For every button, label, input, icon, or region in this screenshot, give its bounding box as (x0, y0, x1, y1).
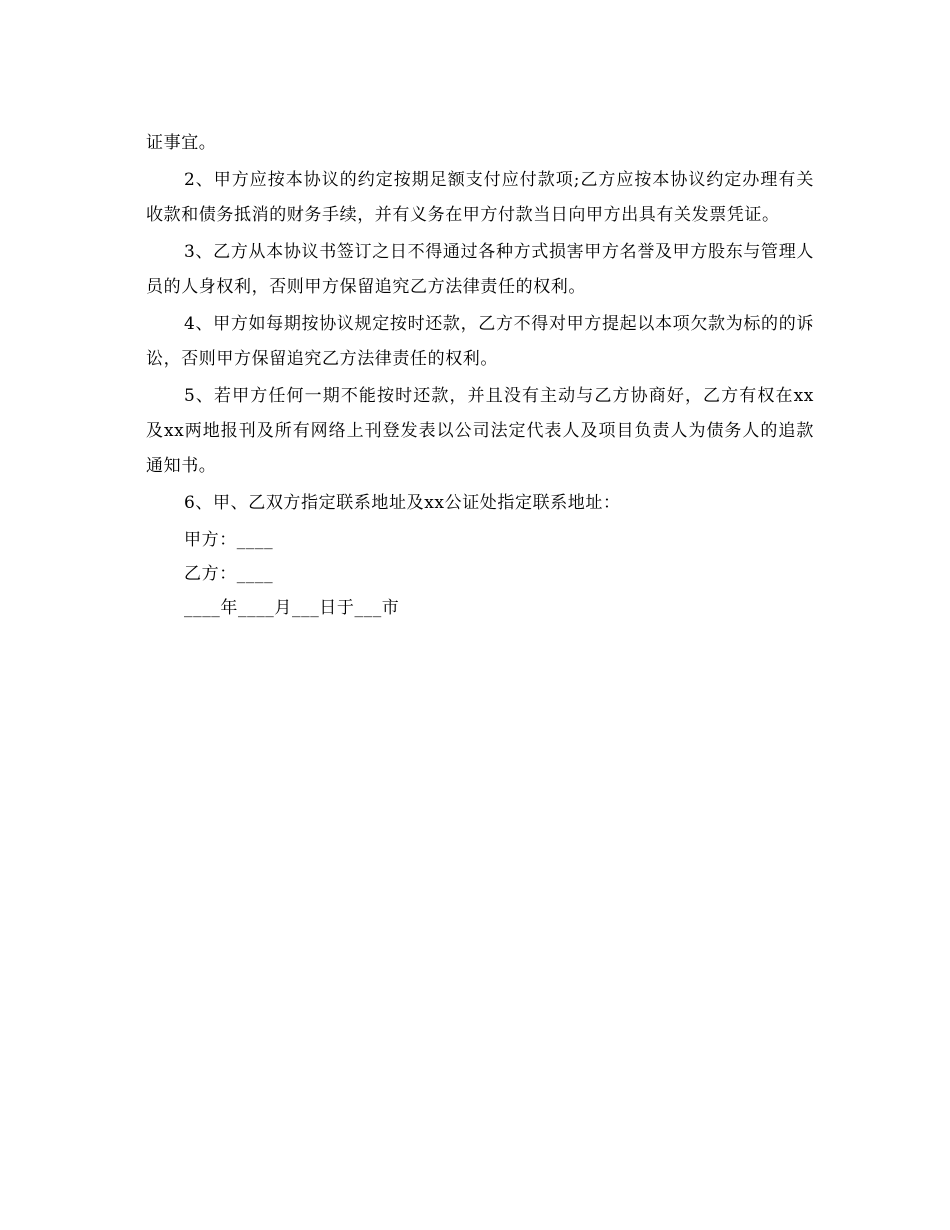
party-a-line: 甲方：____ (184, 530, 274, 550)
paragraph-continuation: 证事宜。 (146, 133, 217, 153)
date-place-line: ____年____月___日于___市 (184, 598, 400, 618)
document-body (146, 126, 814, 625)
paragraph-clause-3: 3、乙方从本协议书签订之日不得通过各种方式损害甲方名誉及甲方股东与管理人员的人身权利，否则甲方保留追究乙方法律责任的权利。 (146, 242, 814, 297)
paragraph-clause-4: 4、甲方如每期按协议规定按时还款，乙方不得对甲方提起以本项欠款为标的的诉讼，否则甲方保留追究乙方法律责任的权利。 (146, 314, 814, 369)
paragraph-clause-2: 2、甲方应按本协议的约定按期足额支付应付款项;乙方应按本协议约定办理有关收款和债务抵消的财务手续，并有义务在甲方付款当日向甲方出具有关发票凭证。 (146, 170, 814, 225)
party-b-line: 乙方：____ (184, 564, 274, 584)
paragraph-clause-6: 6、甲、乙双方指定联系地址及xx公证处指定联系地址： (184, 493, 621, 513)
paragraph-clause-5: 5、若甲方任何一期不能按时还款，并且没有主动与乙方协商好，乙方有权在xx及xx两地报刊及所有网络上刊登发表以公司法定代表人及项目负责人为债务人的追款通知书。 (146, 386, 814, 476)
